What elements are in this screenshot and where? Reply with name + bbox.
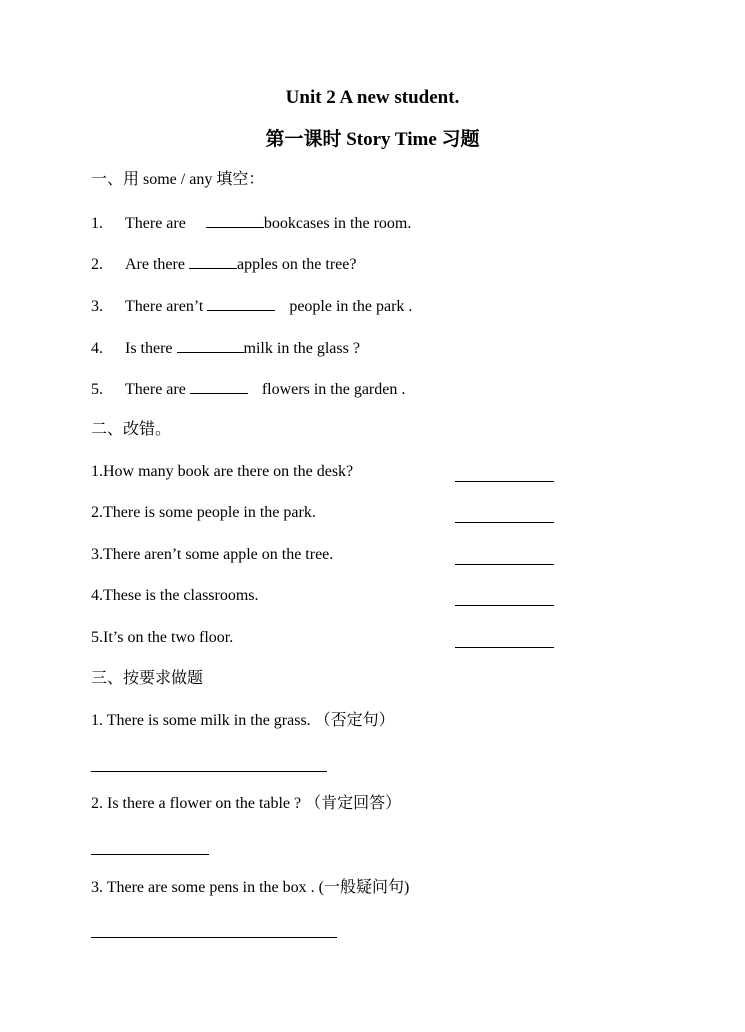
item-text-after: apples on the tree? bbox=[236, 256, 357, 273]
correction-item-2: 2.There is some people in the park. bbox=[91, 504, 316, 521]
answer-blank[interactable] bbox=[177, 337, 244, 353]
fill-item-1 bbox=[91, 212, 411, 234]
fill-item-4 bbox=[91, 337, 360, 359]
task-item-1: 1. There is some milk in the grass. （否定句） bbox=[91, 712, 395, 729]
item-number: 3. bbox=[91, 298, 103, 315]
correction-item-5: 5.It’s on the two floor. bbox=[91, 629, 234, 646]
section1-heading: 一、用 some / any 填空： bbox=[91, 171, 265, 188]
item-text-after: people in the park . bbox=[289, 298, 413, 315]
item-number: 2. bbox=[91, 256, 103, 273]
answer-blank[interactable] bbox=[190, 378, 248, 394]
answer-blank[interactable] bbox=[206, 212, 264, 228]
item-text-before: Are there bbox=[125, 256, 185, 273]
task-item-3: 3. There are some pens in the box . (一般疑问句) bbox=[91, 879, 410, 896]
task-answer-line-3[interactable] bbox=[91, 937, 337, 938]
item-number: 4. bbox=[91, 340, 103, 357]
item-text-before: There are bbox=[125, 381, 186, 398]
item-text-after: flowers in the garden . bbox=[261, 381, 406, 398]
answer-blank[interactable] bbox=[207, 295, 275, 311]
page-subtitle: 第一课时 Story Time 习题 bbox=[265, 129, 480, 150]
correction-answer-line-3[interactable] bbox=[455, 564, 554, 565]
correction-item-3: 3.There aren’t some apple on the tree. bbox=[91, 546, 334, 563]
correction-answer-line-4[interactable] bbox=[455, 605, 554, 606]
correction-answer-line-5[interactable] bbox=[455, 647, 554, 648]
task-item-2: 2. Is there a flower on the table ? （肯定回答） bbox=[91, 795, 402, 812]
section2-heading: 二、改错。 bbox=[91, 421, 172, 438]
item-text-before: There aren’t bbox=[125, 298, 204, 315]
correction-item-1: 1.How many book are there on the desk? bbox=[91, 463, 354, 480]
item-number: 1. bbox=[91, 215, 103, 232]
fill-item-5 bbox=[91, 378, 405, 400]
item-text-after: bookcases in the room. bbox=[263, 215, 412, 232]
correction-answer-line-2[interactable] bbox=[455, 522, 554, 523]
answer-blank[interactable] bbox=[189, 253, 237, 269]
fill-item-2 bbox=[91, 253, 356, 275]
item-text-after: milk in the glass ? bbox=[243, 340, 360, 357]
task-answer-line-1[interactable] bbox=[91, 771, 327, 772]
correction-answer-line-1[interactable] bbox=[455, 481, 554, 482]
item-text-before: There are bbox=[125, 215, 186, 232]
correction-item-4: 4.These is the classrooms. bbox=[91, 587, 259, 604]
section3-heading: 三、按要求做题 bbox=[91, 670, 204, 687]
task-answer-line-2[interactable] bbox=[91, 854, 209, 855]
page-title: Unit 2 A new student. bbox=[285, 87, 460, 108]
fill-item-3 bbox=[91, 295, 412, 317]
item-text-before: Is there bbox=[125, 340, 173, 357]
item-number: 5. bbox=[91, 381, 103, 398]
